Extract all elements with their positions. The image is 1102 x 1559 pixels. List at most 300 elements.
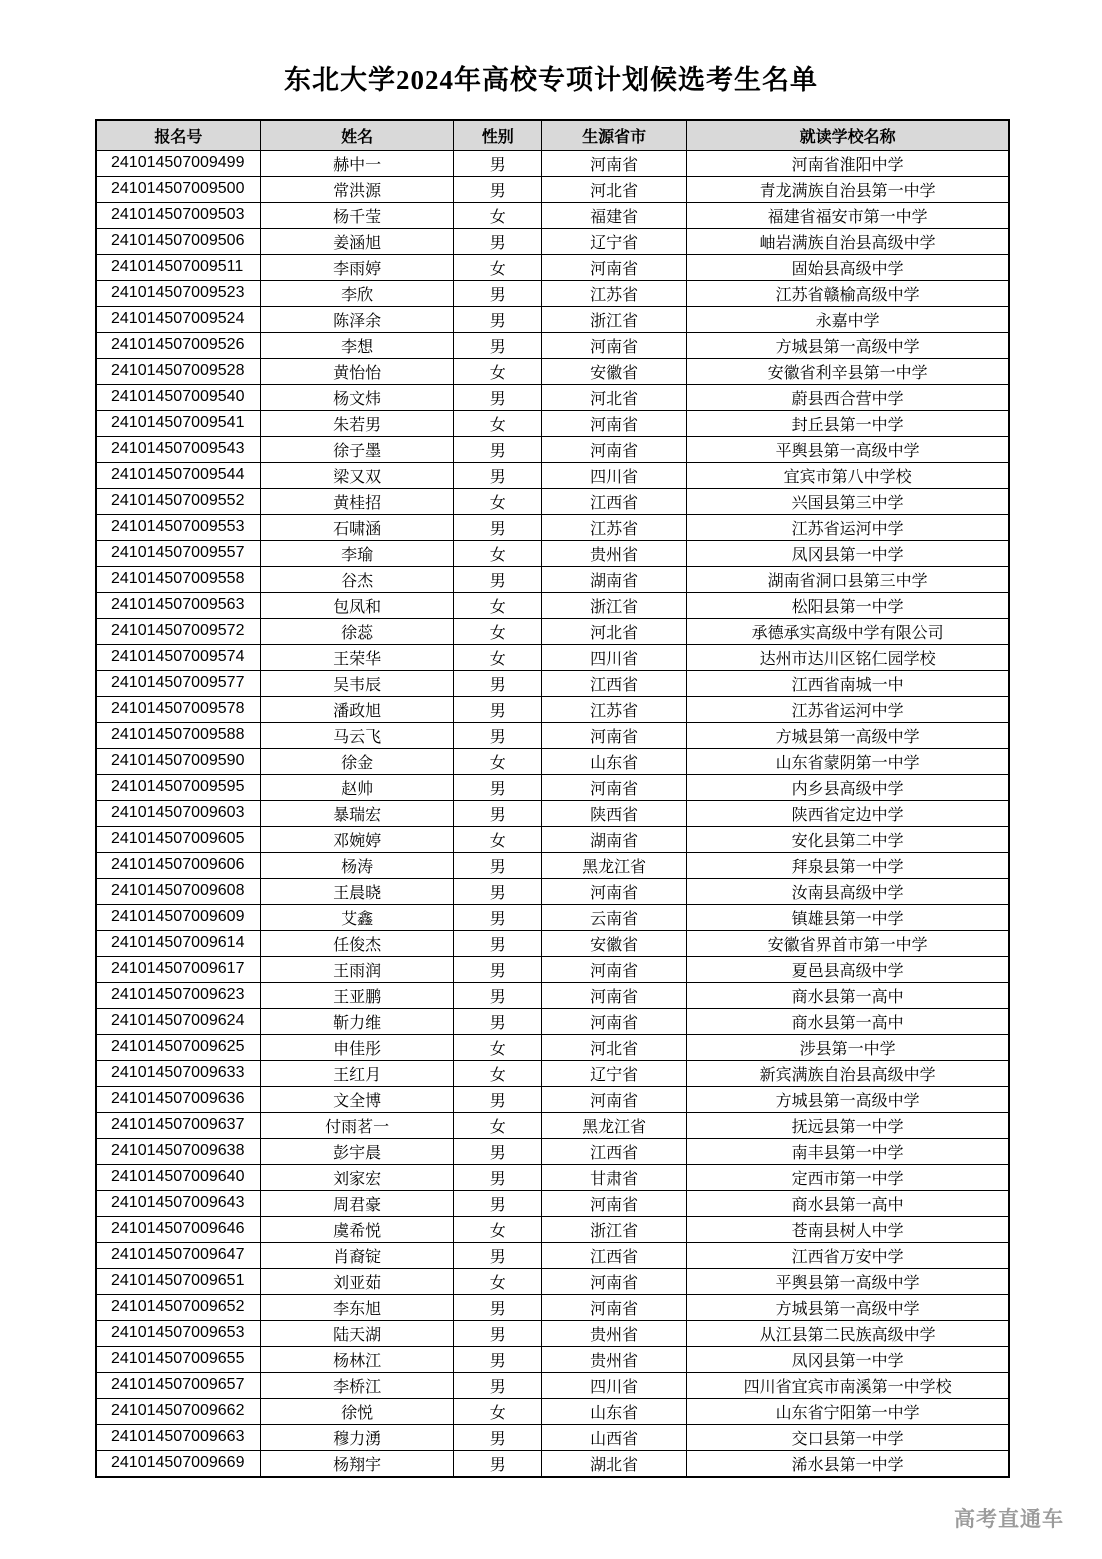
column-header-gender: 性别 (454, 120, 542, 150)
cell-gender: 女 (454, 488, 542, 514)
cell-gender: 女 (454, 202, 542, 228)
cell-gender: 女 (454, 540, 542, 566)
cell-gender: 男 (454, 956, 542, 982)
cell-school: 苍南县树人中学 (687, 1216, 1009, 1242)
table-row (96, 800, 1009, 826)
cell-gender: 男 (454, 176, 542, 202)
cell-id: 241014507009506 (96, 228, 260, 254)
cell-name: 刘亚茹 (260, 1268, 454, 1294)
candidate-table-body (96, 150, 1009, 1477)
cell-name: 王雨润 (260, 956, 454, 982)
cell-province: 河南省 (542, 1086, 687, 1112)
cell-gender: 男 (454, 1450, 542, 1477)
table-row (96, 358, 1009, 384)
cell-name: 暴瑞宏 (260, 800, 454, 826)
cell-name: 赵帅 (260, 774, 454, 800)
cell-gender: 女 (454, 592, 542, 618)
table-row (96, 1086, 1009, 1112)
cell-school: 抚远县第一中学 (687, 1112, 1009, 1138)
cell-id: 241014507009523 (96, 280, 260, 306)
cell-id: 241014507009606 (96, 852, 260, 878)
table-row (96, 1138, 1009, 1164)
table-row (96, 1424, 1009, 1450)
cell-province: 河南省 (542, 878, 687, 904)
cell-name: 杨文炜 (260, 384, 454, 410)
cell-gender: 男 (454, 670, 542, 696)
cell-gender: 男 (454, 332, 542, 358)
cell-school: 四川省宜宾市南溪第一中学校 (687, 1372, 1009, 1398)
cell-gender: 男 (454, 878, 542, 904)
cell-id: 241014507009595 (96, 774, 260, 800)
cell-id: 241014507009669 (96, 1450, 260, 1477)
cell-province: 河南省 (542, 956, 687, 982)
cell-id: 241014507009647 (96, 1242, 260, 1268)
cell-name: 李东旭 (260, 1294, 454, 1320)
cell-name: 徐金 (260, 748, 454, 774)
cell-school: 青龙满族自治县第一中学 (687, 176, 1009, 202)
cell-id: 241014507009653 (96, 1320, 260, 1346)
cell-school: 凤冈县第一中学 (687, 540, 1009, 566)
cell-province: 湖南省 (542, 566, 687, 592)
cell-gender: 男 (454, 1372, 542, 1398)
cell-gender: 男 (454, 306, 542, 332)
cell-name: 梁又双 (260, 462, 454, 488)
cell-school: 平舆县第一高级中学 (687, 436, 1009, 462)
cell-school: 拜泉县第一中学 (687, 852, 1009, 878)
cell-name: 潘政旭 (260, 696, 454, 722)
cell-school: 河南省淮阳中学 (687, 150, 1009, 176)
cell-gender: 女 (454, 1216, 542, 1242)
cell-id: 241014507009646 (96, 1216, 260, 1242)
cell-province: 陕西省 (542, 800, 687, 826)
cell-id: 241014507009633 (96, 1060, 260, 1086)
cell-id: 241014507009526 (96, 332, 260, 358)
cell-name: 杨林江 (260, 1346, 454, 1372)
cell-province: 山东省 (542, 1398, 687, 1424)
cell-gender: 男 (454, 1164, 542, 1190)
cell-gender: 女 (454, 618, 542, 644)
cell-school: 南丰县第一中学 (687, 1138, 1009, 1164)
cell-name: 常洪源 (260, 176, 454, 202)
cell-school: 商水县第一高中 (687, 1008, 1009, 1034)
cell-name: 李欣 (260, 280, 454, 306)
cell-name: 杨翔宇 (260, 1450, 454, 1477)
cell-school: 涉县第一中学 (687, 1034, 1009, 1060)
cell-name: 黄怡怡 (260, 358, 454, 384)
cell-id: 241014507009624 (96, 1008, 260, 1034)
table-row (96, 228, 1009, 254)
cell-province: 河南省 (542, 254, 687, 280)
cell-province: 山东省 (542, 748, 687, 774)
table-row (96, 644, 1009, 670)
cell-school: 方城县第一高级中学 (687, 1294, 1009, 1320)
cell-name: 王红月 (260, 1060, 454, 1086)
cell-school: 新宾满族自治县高级中学 (687, 1060, 1009, 1086)
table-row (96, 566, 1009, 592)
table-row (96, 956, 1009, 982)
cell-id: 241014507009543 (96, 436, 260, 462)
cell-name: 周君豪 (260, 1190, 454, 1216)
cell-gender: 男 (454, 722, 542, 748)
cell-gender: 男 (454, 1320, 542, 1346)
cell-id: 241014507009636 (96, 1086, 260, 1112)
table-row (96, 202, 1009, 228)
cell-gender: 男 (454, 514, 542, 540)
cell-province: 湖南省 (542, 826, 687, 852)
cell-province: 甘肃省 (542, 1164, 687, 1190)
cell-id: 241014507009623 (96, 982, 260, 1008)
table-row (96, 1320, 1009, 1346)
cell-id: 241014507009614 (96, 930, 260, 956)
cell-name: 申佳彤 (260, 1034, 454, 1060)
table-row (96, 670, 1009, 696)
cell-school: 山东省蒙阴第一中学 (687, 748, 1009, 774)
table-row (96, 514, 1009, 540)
cell-gender: 男 (454, 280, 542, 306)
table-row (96, 1112, 1009, 1138)
table-row (96, 748, 1009, 774)
table-row (96, 176, 1009, 202)
cell-id: 241014507009544 (96, 462, 260, 488)
cell-province: 江西省 (542, 1138, 687, 1164)
cell-name: 谷杰 (260, 566, 454, 592)
cell-gender: 男 (454, 150, 542, 176)
table-row (96, 280, 1009, 306)
cell-gender: 男 (454, 384, 542, 410)
cell-school: 固始县高级中学 (687, 254, 1009, 280)
cell-province: 安徽省 (542, 358, 687, 384)
cell-id: 241014507009608 (96, 878, 260, 904)
cell-province: 河南省 (542, 1008, 687, 1034)
cell-name: 陈泽余 (260, 306, 454, 332)
cell-school: 陕西省定边中学 (687, 800, 1009, 826)
cell-gender: 男 (454, 800, 542, 826)
table-row (96, 774, 1009, 800)
table-row (96, 1008, 1009, 1034)
cell-province: 河北省 (542, 618, 687, 644)
cell-province: 江苏省 (542, 514, 687, 540)
cell-province: 河南省 (542, 982, 687, 1008)
cell-school: 江西省南城一中 (687, 670, 1009, 696)
table-row (96, 1398, 1009, 1424)
cell-name: 杨千莹 (260, 202, 454, 228)
cell-name: 文全博 (260, 1086, 454, 1112)
cell-gender: 女 (454, 254, 542, 280)
cell-name: 李瑜 (260, 540, 454, 566)
cell-name: 黄桂招 (260, 488, 454, 514)
cell-school: 江苏省运河中学 (687, 514, 1009, 540)
cell-gender: 男 (454, 436, 542, 462)
table-row (96, 306, 1009, 332)
cell-gender: 女 (454, 1268, 542, 1294)
cell-name: 穆力湧 (260, 1424, 454, 1450)
cell-school: 安徽省界首市第一中学 (687, 930, 1009, 956)
cell-gender: 男 (454, 1086, 542, 1112)
cell-id: 241014507009657 (96, 1372, 260, 1398)
column-header-school: 就读学校名称 (687, 120, 1009, 150)
cell-province: 辽宁省 (542, 1060, 687, 1086)
cell-school: 宜宾市第八中学校 (687, 462, 1009, 488)
cell-id: 241014507009655 (96, 1346, 260, 1372)
cell-gender: 男 (454, 1242, 542, 1268)
cell-id: 241014507009563 (96, 592, 260, 618)
cell-name: 包凤和 (260, 592, 454, 618)
cell-province: 河南省 (542, 332, 687, 358)
table-row (96, 930, 1009, 956)
cell-id: 241014507009552 (96, 488, 260, 514)
table-row (96, 1060, 1009, 1086)
cell-name: 王荣华 (260, 644, 454, 670)
cell-school: 江苏省赣榆高级中学 (687, 280, 1009, 306)
cell-name: 刘家宏 (260, 1164, 454, 1190)
cell-province: 河南省 (542, 150, 687, 176)
cell-gender: 女 (454, 1034, 542, 1060)
cell-province: 浙江省 (542, 592, 687, 618)
cell-name: 王亚鹏 (260, 982, 454, 1008)
table-row (96, 1372, 1009, 1398)
cell-id: 241014507009609 (96, 904, 260, 930)
cell-name: 李桥江 (260, 1372, 454, 1398)
cell-id: 241014507009652 (96, 1294, 260, 1320)
cell-name: 吴韦辰 (260, 670, 454, 696)
cell-gender: 男 (454, 1424, 542, 1450)
candidate-table (95, 119, 1010, 1478)
cell-gender: 女 (454, 826, 542, 852)
table-row (96, 540, 1009, 566)
cell-school: 封丘县第一中学 (687, 410, 1009, 436)
table-row (96, 1164, 1009, 1190)
cell-gender: 男 (454, 1138, 542, 1164)
cell-id: 241014507009558 (96, 566, 260, 592)
cell-school: 永嘉中学 (687, 306, 1009, 332)
cell-school: 平舆县第一高级中学 (687, 1268, 1009, 1294)
cell-province: 四川省 (542, 1372, 687, 1398)
cell-gender: 女 (454, 748, 542, 774)
cell-name: 李雨婷 (260, 254, 454, 280)
cell-school: 内乡县高级中学 (687, 774, 1009, 800)
cell-id: 241014507009541 (96, 410, 260, 436)
cell-school: 松阳县第一中学 (687, 592, 1009, 618)
cell-id: 241014507009553 (96, 514, 260, 540)
table-row (96, 462, 1009, 488)
cell-province: 江西省 (542, 488, 687, 514)
cell-province: 河南省 (542, 1190, 687, 1216)
cell-name: 彭宇晨 (260, 1138, 454, 1164)
cell-gender: 男 (454, 982, 542, 1008)
cell-gender: 男 (454, 774, 542, 800)
table-row (96, 722, 1009, 748)
cell-name: 徐子墨 (260, 436, 454, 462)
table-row (96, 332, 1009, 358)
cell-id: 241014507009524 (96, 306, 260, 332)
table-row (96, 436, 1009, 462)
table-row (96, 982, 1009, 1008)
cell-name: 赫中一 (260, 150, 454, 176)
cell-province: 黑龙江省 (542, 852, 687, 878)
table-row (96, 1450, 1009, 1477)
table-row (96, 878, 1009, 904)
cell-id: 241014507009638 (96, 1138, 260, 1164)
watermark-text: 高考直通车 (954, 1508, 1064, 1531)
table-row (96, 254, 1009, 280)
cell-province: 湖北省 (542, 1450, 687, 1477)
table-row (96, 904, 1009, 930)
cell-name: 任俊杰 (260, 930, 454, 956)
cell-id: 241014507009503 (96, 202, 260, 228)
cell-gender: 男 (454, 228, 542, 254)
table-row (96, 410, 1009, 436)
cell-province: 山西省 (542, 1424, 687, 1450)
cell-province: 福建省 (542, 202, 687, 228)
cell-province: 四川省 (542, 462, 687, 488)
cell-school: 汝南县高级中学 (687, 878, 1009, 904)
cell-name: 王晨晓 (260, 878, 454, 904)
cell-gender: 男 (454, 904, 542, 930)
cell-id: 241014507009578 (96, 696, 260, 722)
table-header-row (96, 120, 1009, 150)
cell-name: 徐蕊 (260, 618, 454, 644)
cell-province: 贵州省 (542, 1320, 687, 1346)
page-title: 东北大学2024年高校专项计划候选考生名单 (284, 65, 818, 95)
cell-id: 241014507009663 (96, 1424, 260, 1450)
cell-gender: 女 (454, 410, 542, 436)
cell-province: 河北省 (542, 176, 687, 202)
cell-school: 安徽省利辛县第一中学 (687, 358, 1009, 384)
cell-province: 贵州省 (542, 540, 687, 566)
cell-province: 河南省 (542, 436, 687, 462)
cell-province: 江苏省 (542, 696, 687, 722)
column-header-name: 姓名 (260, 120, 454, 150)
cell-province: 浙江省 (542, 1216, 687, 1242)
cell-province: 江西省 (542, 1242, 687, 1268)
cell-province: 河北省 (542, 1034, 687, 1060)
cell-school: 商水县第一高中 (687, 1190, 1009, 1216)
cell-school: 方城县第一高级中学 (687, 722, 1009, 748)
cell-province: 黑龙江省 (542, 1112, 687, 1138)
cell-gender: 女 (454, 358, 542, 384)
table-row (96, 150, 1009, 176)
cell-school: 安化县第二中学 (687, 826, 1009, 852)
cell-school: 商水县第一高中 (687, 982, 1009, 1008)
column-header-id: 报名号 (96, 120, 260, 150)
cell-id: 241014507009603 (96, 800, 260, 826)
cell-school: 交口县第一中学 (687, 1424, 1009, 1450)
cell-gender: 男 (454, 566, 542, 592)
cell-province: 河南省 (542, 722, 687, 748)
cell-province: 江西省 (542, 670, 687, 696)
cell-name: 马云飞 (260, 722, 454, 748)
cell-province: 四川省 (542, 644, 687, 670)
cell-id: 241014507009557 (96, 540, 260, 566)
cell-id: 241014507009605 (96, 826, 260, 852)
cell-id: 241014507009590 (96, 748, 260, 774)
cell-gender: 女 (454, 1060, 542, 1086)
cell-gender: 男 (454, 462, 542, 488)
cell-province: 河南省 (542, 1294, 687, 1320)
cell-gender: 女 (454, 1398, 542, 1424)
table-row (96, 1034, 1009, 1060)
cell-name: 石啸涵 (260, 514, 454, 540)
cell-province: 河南省 (542, 410, 687, 436)
cell-province: 河南省 (542, 1268, 687, 1294)
cell-id: 241014507009574 (96, 644, 260, 670)
cell-province: 云南省 (542, 904, 687, 930)
table-row (96, 696, 1009, 722)
cell-name: 虞希悦 (260, 1216, 454, 1242)
cell-school: 定西市第一中学 (687, 1164, 1009, 1190)
cell-school: 夏邑县高级中学 (687, 956, 1009, 982)
cell-gender: 男 (454, 1346, 542, 1372)
cell-gender: 男 (454, 1190, 542, 1216)
cell-id: 241014507009540 (96, 384, 260, 410)
table-row (96, 1294, 1009, 1320)
table-row (96, 618, 1009, 644)
table-row (96, 852, 1009, 878)
cell-school: 从江县第二民族高级中学 (687, 1320, 1009, 1346)
cell-province: 河南省 (542, 774, 687, 800)
cell-name: 付雨茗一 (260, 1112, 454, 1138)
cell-id: 241014507009617 (96, 956, 260, 982)
cell-school: 达州市达川区铭仁园学校 (687, 644, 1009, 670)
cell-school: 福建省福安市第一中学 (687, 202, 1009, 228)
cell-id: 241014507009640 (96, 1164, 260, 1190)
cell-school: 湖南省洞口县第三中学 (687, 566, 1009, 592)
cell-name: 徐悦 (260, 1398, 454, 1424)
cell-id: 241014507009637 (96, 1112, 260, 1138)
cell-school: 方城县第一高级中学 (687, 1086, 1009, 1112)
cell-school: 方城县第一高级中学 (687, 332, 1009, 358)
table-row (96, 592, 1009, 618)
cell-school: 岫岩满族自治县高级中学 (687, 228, 1009, 254)
table-row (96, 1346, 1009, 1372)
table-row (96, 1242, 1009, 1268)
cell-gender: 女 (454, 1112, 542, 1138)
cell-province: 江苏省 (542, 280, 687, 306)
cell-province: 浙江省 (542, 306, 687, 332)
cell-name: 艾鑫 (260, 904, 454, 930)
table-row (96, 1216, 1009, 1242)
cell-gender: 男 (454, 852, 542, 878)
cell-school: 承德承实高级中学有限公司 (687, 618, 1009, 644)
cell-gender: 男 (454, 1294, 542, 1320)
cell-id: 241014507009577 (96, 670, 260, 696)
cell-school: 江西省万安中学 (687, 1242, 1009, 1268)
cell-name: 靳力维 (260, 1008, 454, 1034)
column-header-province: 生源省市 (542, 120, 687, 150)
table-row (96, 1268, 1009, 1294)
cell-id: 241014507009572 (96, 618, 260, 644)
cell-name: 姜涵旭 (260, 228, 454, 254)
cell-province: 贵州省 (542, 1346, 687, 1372)
table-row (96, 488, 1009, 514)
cell-gender: 男 (454, 696, 542, 722)
cell-school: 蔚县西合营中学 (687, 384, 1009, 410)
table-row (96, 1190, 1009, 1216)
cell-name: 李想 (260, 332, 454, 358)
cell-school: 浠水县第一中学 (687, 1450, 1009, 1477)
cell-school: 山东省宁阳第一中学 (687, 1398, 1009, 1424)
cell-id: 241014507009499 (96, 150, 260, 176)
cell-gender: 男 (454, 930, 542, 956)
cell-name: 肖裔锭 (260, 1242, 454, 1268)
cell-gender: 男 (454, 1008, 542, 1034)
cell-province: 辽宁省 (542, 228, 687, 254)
cell-province: 河北省 (542, 384, 687, 410)
cell-school: 凤冈县第一中学 (687, 1346, 1009, 1372)
cell-name: 朱若男 (260, 410, 454, 436)
cell-name: 陆天湖 (260, 1320, 454, 1346)
cell-school: 江苏省运河中学 (687, 696, 1009, 722)
